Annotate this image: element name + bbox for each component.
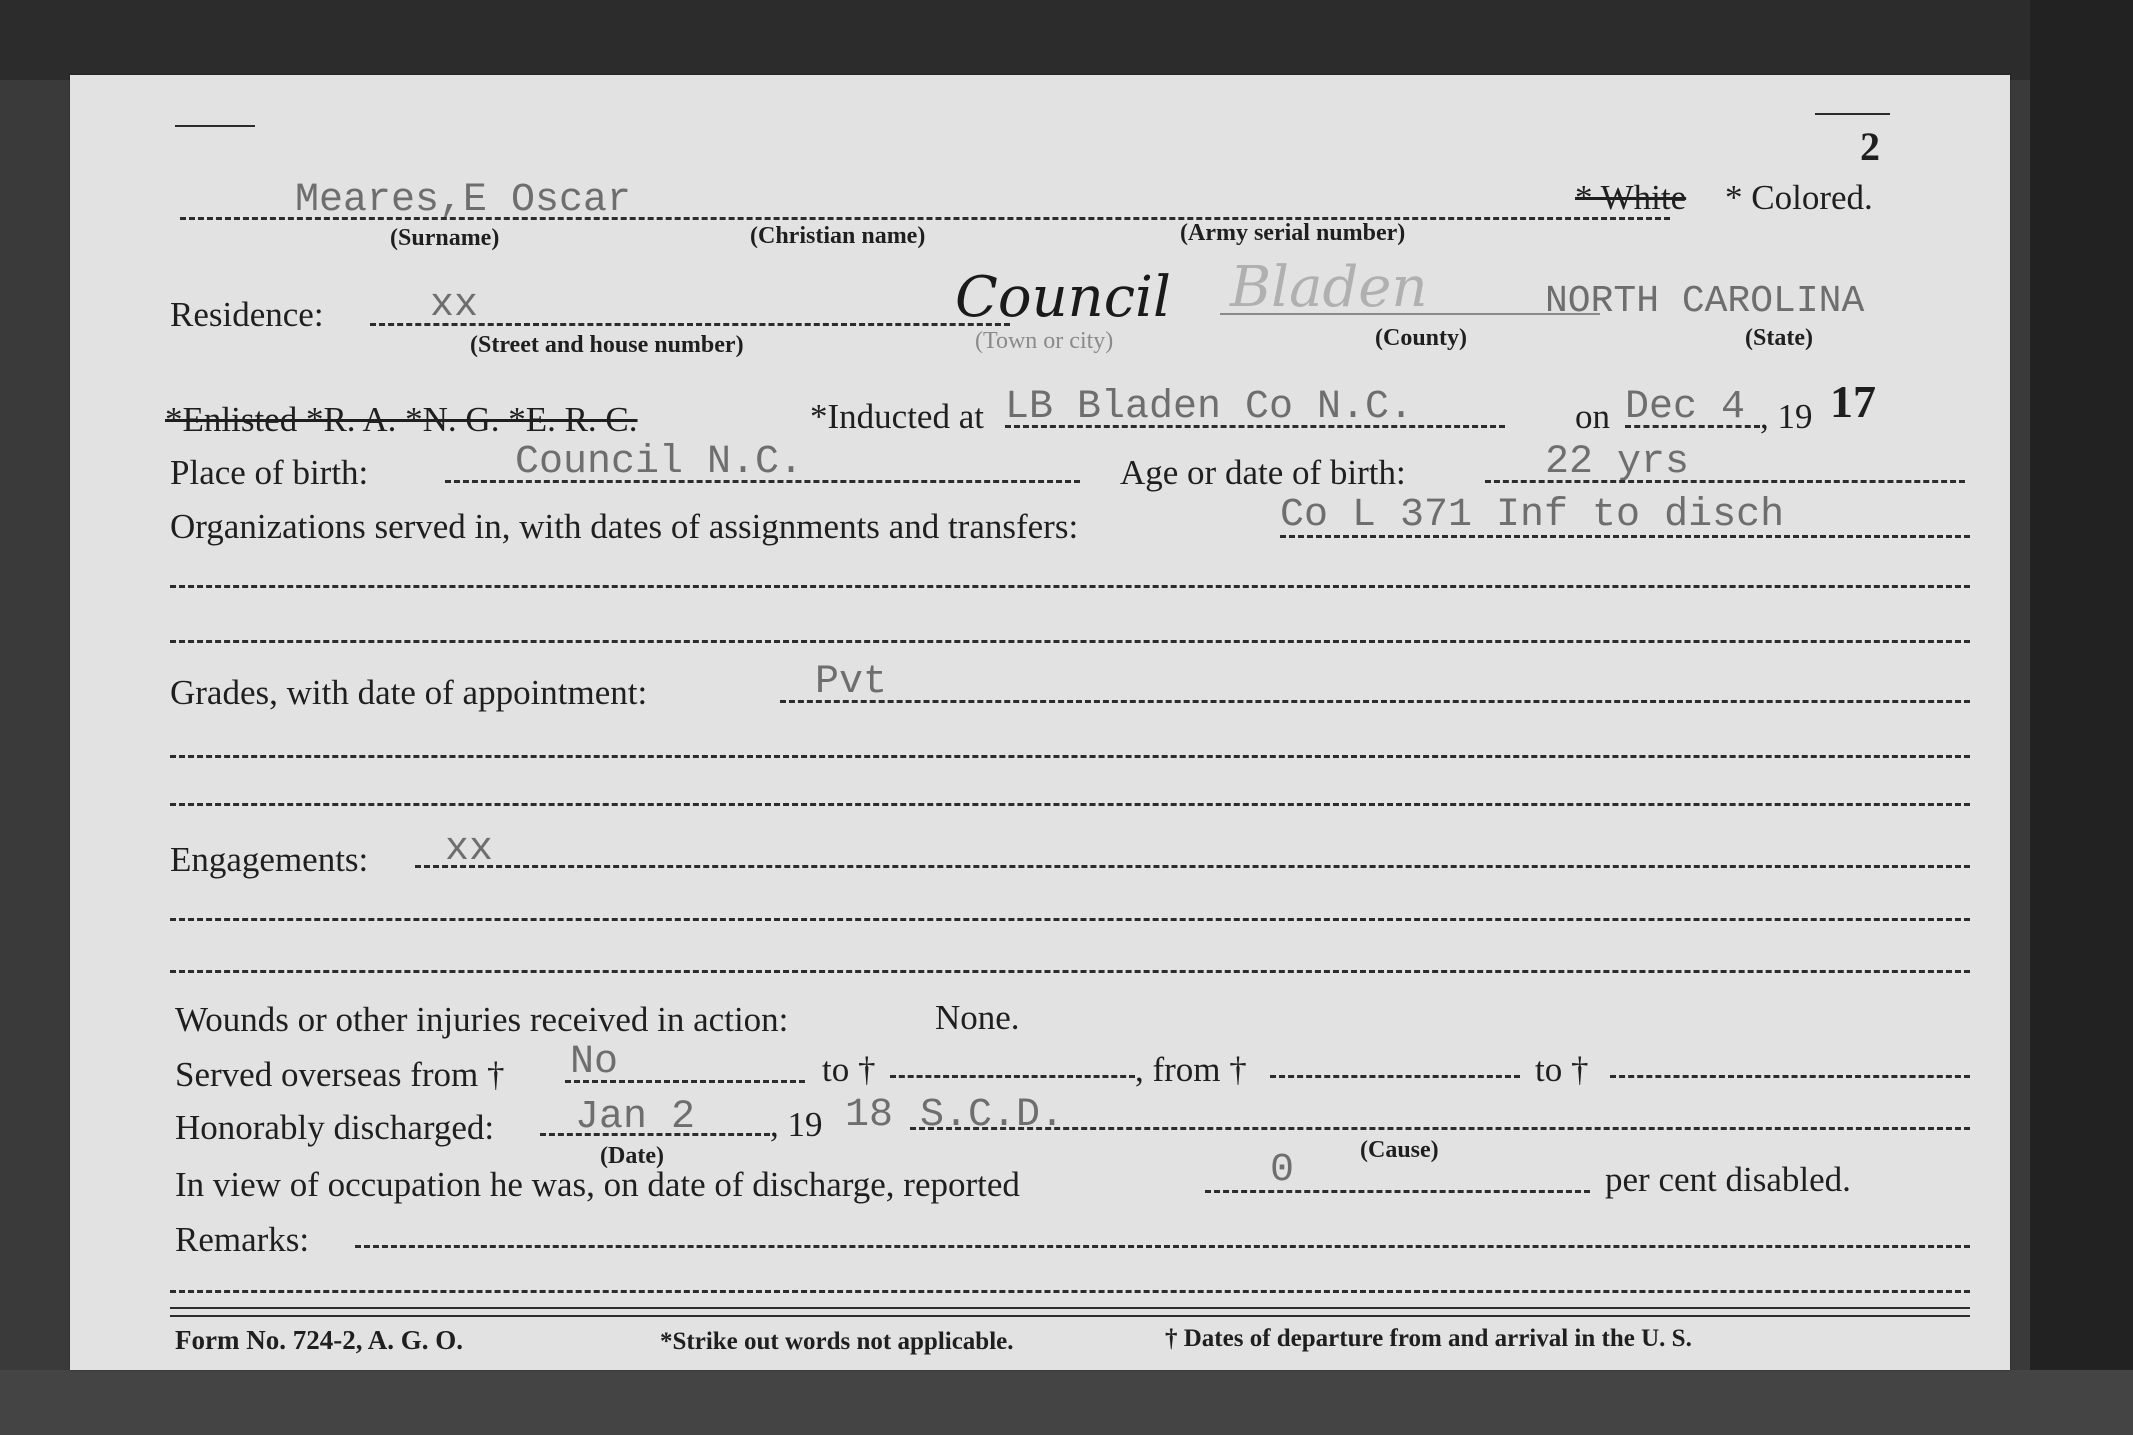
scan-background-right [2030, 0, 2133, 1435]
caption-town: (Town or city) [975, 328, 1114, 354]
grades-line-3 [170, 803, 1970, 806]
grades-line-2 [170, 755, 1970, 758]
grades-line-1 [780, 700, 1970, 703]
engagements-line-2 [170, 918, 1970, 921]
discharge-year-prefix: , 19 [770, 1105, 823, 1144]
overseas-from-value: No [570, 1040, 619, 1085]
remarks-line-1 [355, 1245, 1970, 1248]
footer-rule-2 [170, 1315, 1970, 1317]
engagements-value: xx [445, 827, 494, 872]
inducted-line [1005, 425, 1505, 428]
caption-county: (County) [1375, 325, 1468, 351]
overseas-to2-line [1610, 1075, 1970, 1078]
inducted-label: *Inducted at [810, 397, 984, 436]
overseas-to-line [890, 1075, 1135, 1078]
caption-street: (Street and house number) [470, 332, 744, 358]
organizations-line-1 [1280, 535, 1970, 538]
caption-state: (State) [1745, 325, 1813, 351]
organizations-label: Organizations served in, with dates of assignments and transfers: [170, 507, 1079, 546]
corner-mark-right [1815, 113, 1890, 115]
scan-background-bottom [0, 1370, 2133, 1435]
place-of-birth-value: Council N.C. [515, 440, 804, 485]
residence-label: Residence: [170, 295, 324, 334]
on-label: on [1575, 397, 1610, 436]
residence-street-value: xx [430, 283, 479, 328]
overseas-from2-label: , from † [1135, 1050, 1247, 1089]
overseas-from-line [565, 1080, 805, 1083]
organizations-line-3 [170, 640, 1970, 643]
discharge-label: Honorably discharged: [175, 1108, 495, 1147]
wounds-label: Wounds or other injuries received in action: [175, 1000, 789, 1039]
status-colored: * Colored. [1725, 178, 1873, 217]
inducted-date-value: Dec 4 [1625, 385, 1746, 430]
remarks-line-2 [170, 1290, 1970, 1293]
age-value: 22 yrs [1545, 440, 1690, 485]
age-line [1485, 480, 1965, 483]
disability-label: In view of occupation he was, on date of discharge, reported [175, 1165, 1020, 1204]
county-line [1220, 313, 1600, 315]
overseas-label: Served overseas from † [175, 1055, 505, 1094]
town-handwritten: Council [955, 265, 1171, 330]
dates-note: † Dates of departure from and arrival in the U. S. [1165, 1325, 1692, 1352]
struck-enlistment-options: *Enlisted *R. A. *N. G. *E. R. C. [165, 400, 638, 439]
place-of-birth-line [445, 480, 1080, 483]
inducted-year-value: 17 [1830, 376, 1876, 427]
caption-christian-name: (Christian name) [750, 223, 926, 249]
overseas-from2-line [1270, 1075, 1520, 1078]
organizations-value: Co L 371 Inf to disch [1280, 493, 1785, 538]
service-record-card [70, 75, 2010, 1370]
age-label: Age or date of birth: [1120, 453, 1406, 492]
county-handwritten: Bladen [1230, 255, 1428, 320]
name-line [180, 217, 1670, 220]
overseas-to-label: to † [822, 1050, 876, 1089]
name-value: Meares,E Oscar [295, 178, 632, 223]
remarks-label: Remarks: [175, 1220, 310, 1259]
disability-value: 0 [1270, 1148, 1295, 1193]
caption-army-serial: (Army serial number) [1180, 220, 1406, 246]
caption-surname: (Surname) [390, 225, 500, 251]
grades-label: Grades, with date of appointment: [170, 673, 648, 712]
strike-note: *Strike out words not applicable. [660, 1328, 1014, 1355]
inducted-year-prefix: , 19 [1760, 397, 1813, 436]
scan-background-top [0, 0, 2133, 80]
inducted-place-value: LB Bladen Co N.C. [1005, 385, 1414, 430]
street-line [370, 323, 1010, 326]
disability-line [1205, 1190, 1590, 1193]
card-number: 2 [1860, 124, 1880, 169]
grades-value: Pvt [815, 660, 888, 705]
engagements-line-1 [415, 865, 1970, 868]
caption-date: (Date) [600, 1143, 664, 1169]
discharge-cause-value: S.C.D. [920, 1093, 1065, 1138]
status-white-struck: * White [1575, 178, 1687, 217]
discharge-date-line [540, 1133, 770, 1136]
corner-mark-left [175, 125, 255, 127]
discharge-year-value: 18 [845, 1093, 894, 1138]
organizations-line-2 [170, 585, 1970, 588]
discharge-date-value: Jan 2 [575, 1095, 696, 1140]
caption-cause: (Cause) [1360, 1137, 1439, 1163]
engagements-line-3 [170, 970, 1970, 973]
state-value: NORTH CAROLINA [1545, 280, 1865, 323]
overseas-to2-label: to † [1535, 1050, 1589, 1089]
form-number: Form No. 724-2, A. G. O. [175, 1325, 463, 1355]
disability-suffix: per cent disabled. [1605, 1160, 1851, 1199]
engagements-label: Engagements: [170, 840, 369, 879]
footer-rule-1 [170, 1307, 1970, 1309]
wounds-value: None. [935, 998, 1020, 1037]
discharge-cause-line [910, 1127, 1970, 1130]
inducted-date-line [1625, 425, 1760, 428]
place-of-birth-label: Place of birth: [170, 453, 369, 492]
